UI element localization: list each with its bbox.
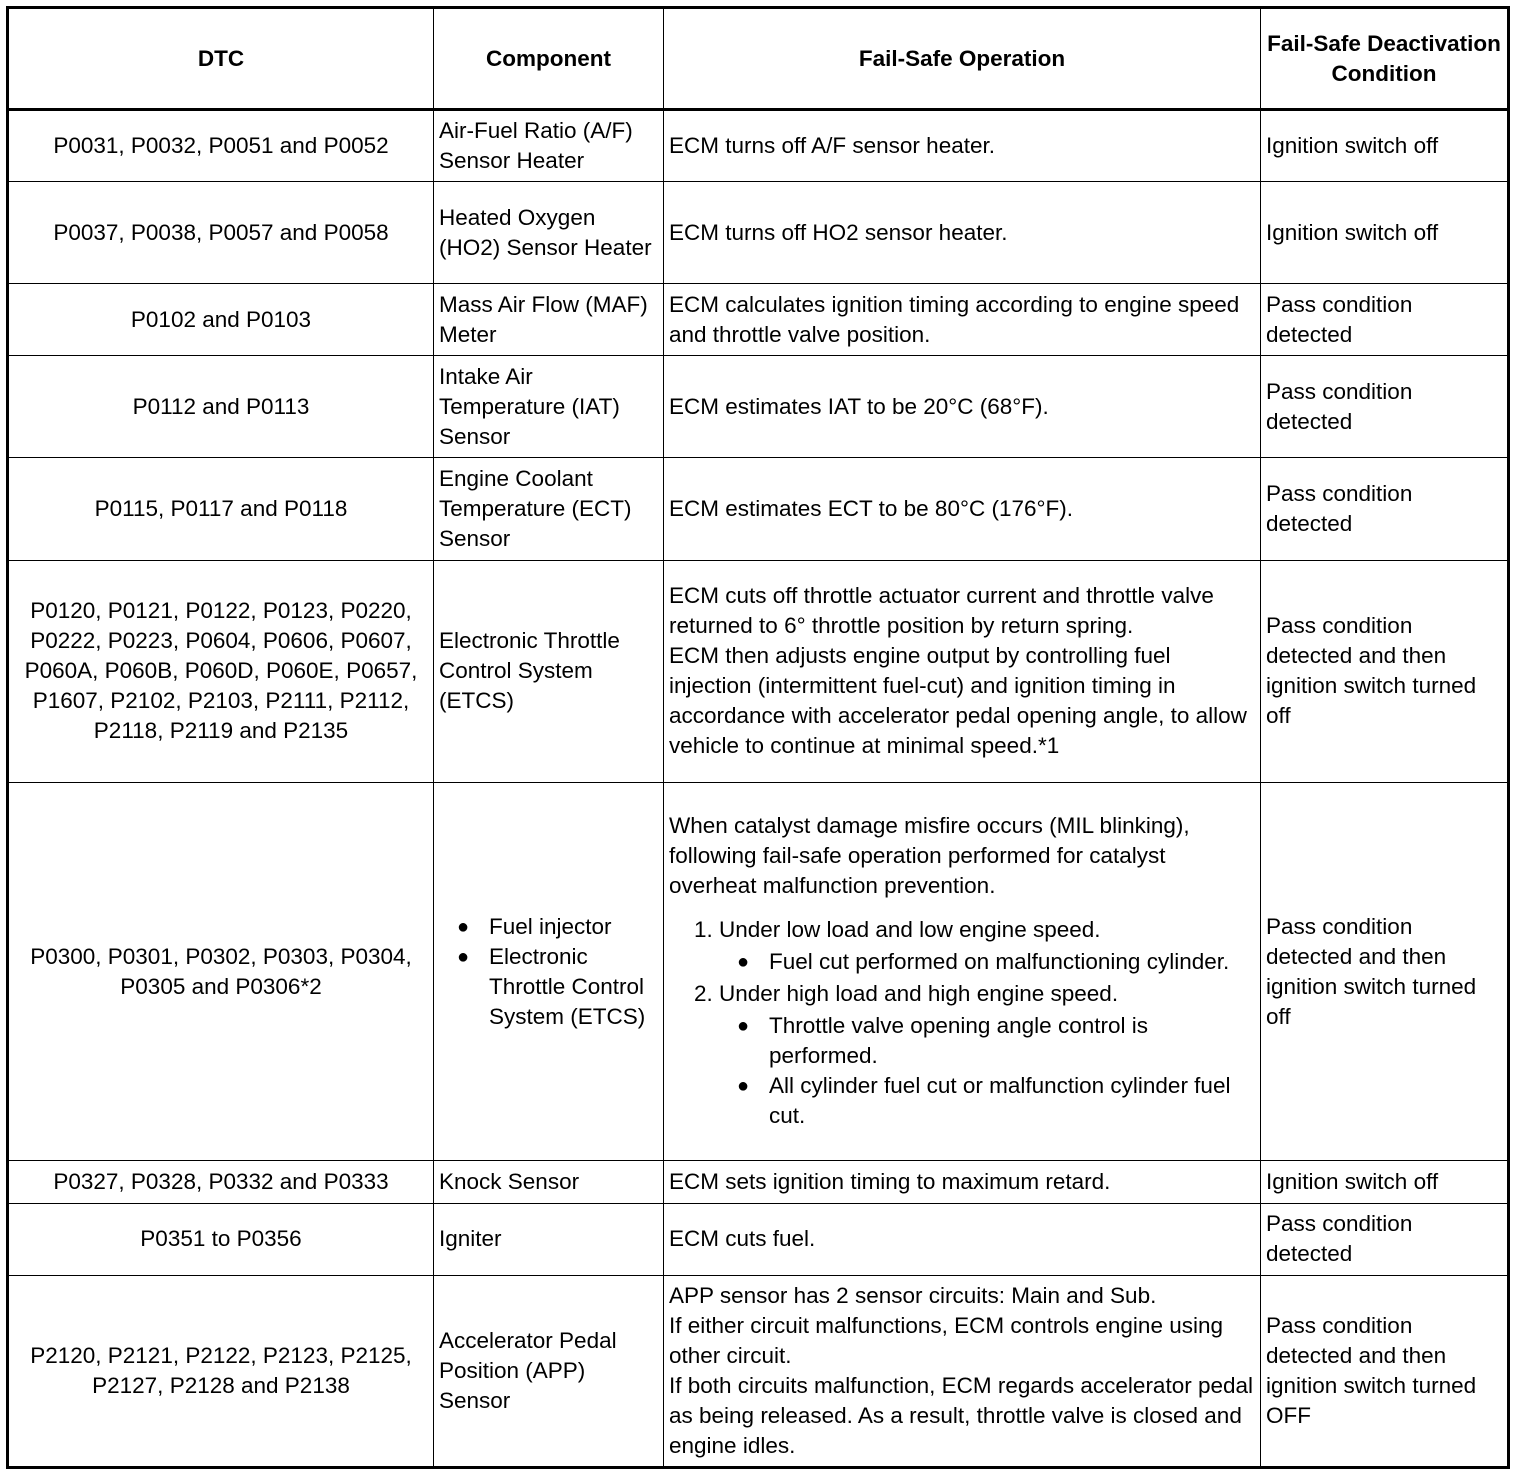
list-item: ● Electronic Throttle Control System (ETCS) xyxy=(457,942,658,1032)
deactivation-cell: Ignition switch off xyxy=(1261,110,1509,182)
table-row xyxy=(8,782,1509,1161)
table-row xyxy=(8,110,1509,182)
deactivation-cell: Pass condition detected xyxy=(1261,1203,1509,1275)
dtc-cell: P0037, P0038, P0057 and P0058 xyxy=(8,182,434,284)
dtc-cell: P0115, P0117 and P0118 xyxy=(8,458,434,560)
component-cell: Intake Air Temperature (IAT) Sensor xyxy=(434,356,664,458)
component-list xyxy=(439,912,658,1032)
deactivation-cell: Pass condition detected and then ignition switch turned OFF xyxy=(1261,1275,1509,1467)
dtc-cell: P0351 to P0356 xyxy=(8,1203,434,1275)
deactivation-cell: Pass condition detected and then ignition switch turned off xyxy=(1261,782,1509,1161)
dtc-cell: P0102 and P0103 xyxy=(8,284,434,356)
operation-cell xyxy=(664,560,1261,782)
deactivation-cell: Pass condition detected and then ignition switch turned off xyxy=(1261,560,1509,782)
operation-steps xyxy=(669,915,1255,1131)
operation-cell: ECM estimates ECT to be 80°C (176°F). xyxy=(664,458,1261,560)
header-operation: Fail-Safe Operation xyxy=(664,8,1261,110)
operation-cell: ECM turns off A/F sensor heater. xyxy=(664,110,1261,182)
operation-cell: ECM estimates IAT to be 20°C (68°F). xyxy=(664,356,1261,458)
deactivation-cell: Pass condition detected xyxy=(1261,356,1509,458)
table-row xyxy=(8,182,1509,284)
list-item: ● Fuel injector xyxy=(457,912,658,942)
operation-line: If both circuits malfunction, ECM regards accelerator pedal as being released. As a result, throttle valve is closed and engine idles. xyxy=(669,1372,1254,1458)
header-dtc: DTC xyxy=(8,8,434,110)
dtc-cell: P0300, P0301, P0302, P0303, P0304, P0305 and P0306*2 xyxy=(8,782,434,1161)
list-item: ● Throttle valve opening angle control is performed. xyxy=(737,1011,1255,1071)
component-cell: Igniter xyxy=(434,1203,664,1275)
component-cell: Air-Fuel Ratio (A/F) Sensor Heater xyxy=(434,110,664,182)
operation-cell xyxy=(664,782,1261,1161)
operation-line: If either circuit malfunctions, ECM controls engine using other circuit. xyxy=(669,1312,1223,1368)
table-row xyxy=(8,284,1509,356)
header-deactivation: Fail-Safe Deactivation Condition xyxy=(1261,8,1509,110)
table-row xyxy=(8,458,1509,560)
header-component: Component xyxy=(434,8,664,110)
step-text: Under low load and low engine speed. xyxy=(719,916,1101,942)
list-item: ● All cylinder fuel cut or malfunction cylinder fuel cut. xyxy=(737,1071,1255,1131)
operation-cell xyxy=(664,1275,1261,1467)
list-item xyxy=(719,915,1255,977)
component-cell: Electronic Throttle Control System (ETCS) xyxy=(434,560,664,782)
operation-cell: ECM cuts fuel. xyxy=(664,1203,1261,1275)
operation-cell: ECM turns off HO2 sensor heater. xyxy=(664,182,1261,284)
component-cell xyxy=(434,782,664,1161)
table-row xyxy=(8,1275,1509,1467)
fail-safe-table xyxy=(6,6,1510,1469)
dtc-cell: P2120, P2121, P2122, P2123, P2125, P2127, P2128 and P2138 xyxy=(8,1275,434,1467)
table-row xyxy=(8,1161,1509,1203)
operation-cell: ECM sets ignition timing to maximum retard. xyxy=(664,1161,1261,1203)
component-cell: Accelerator Pedal Position (APP) Sensor xyxy=(434,1275,664,1467)
deactivation-cell: Ignition switch off xyxy=(1261,182,1509,284)
table-row xyxy=(8,560,1509,782)
dtc-cell: P0327, P0328, P0332 and P0333 xyxy=(8,1161,434,1203)
list-item: ● Fuel cut performed on malfunctioning cylinder. xyxy=(737,947,1255,977)
step-text: Under high load and high engine speed. xyxy=(719,980,1119,1006)
deactivation-cell: Pass condition detected xyxy=(1261,458,1509,560)
component-cell: Mass Air Flow (MAF) Meter xyxy=(434,284,664,356)
dtc-cell: P0031, P0032, P0051 and P0052 xyxy=(8,110,434,182)
operation-intro: When catalyst damage misfire occurs (MIL blinking), following fail-safe operation performed for catalyst overheat malfunction prevention. xyxy=(669,812,1190,898)
list-item xyxy=(719,979,1255,1131)
dtc-cell: P0112 and P0113 xyxy=(8,356,434,458)
operation-cell: ECM calculates ignition timing according to engine speed and throttle valve position. xyxy=(664,284,1261,356)
component-cell: Knock Sensor xyxy=(434,1161,664,1203)
operation-line: APP sensor has 2 sensor circuits: Main and Sub. xyxy=(669,1282,1157,1308)
table-row xyxy=(8,356,1509,458)
table-row xyxy=(8,1203,1509,1275)
deactivation-cell: Pass condition detected xyxy=(1261,284,1509,356)
deactivation-cell: Ignition switch off xyxy=(1261,1161,1509,1203)
operation-paragraph: ECM cuts off throttle actuator current and throttle valve returned to 6° throttle position by return spring. xyxy=(669,583,1214,639)
operation-paragraph: ECM then adjusts engine output by controlling fuel injection (intermittent fuel-cut) and ignition timing in accordance with accelerator pedal opening angle, to allow vehicle to continue at minimal speed.*1 xyxy=(669,643,1247,759)
dtc-cell: P0120, P0121, P0122, P0123, P0220, P0222, P0223, P0604, P0606, P0607, P060A, P060B, P060D, P060E, P0657, P1607, P2102, P2103, P2111, P2112, P2118, P2119 and P2135 xyxy=(8,560,434,782)
component-cell: Engine Coolant Temperature (ECT) Sensor xyxy=(434,458,664,560)
component-cell: Heated Oxygen (HO2) Sensor Heater xyxy=(434,182,664,284)
header-row xyxy=(8,8,1509,110)
